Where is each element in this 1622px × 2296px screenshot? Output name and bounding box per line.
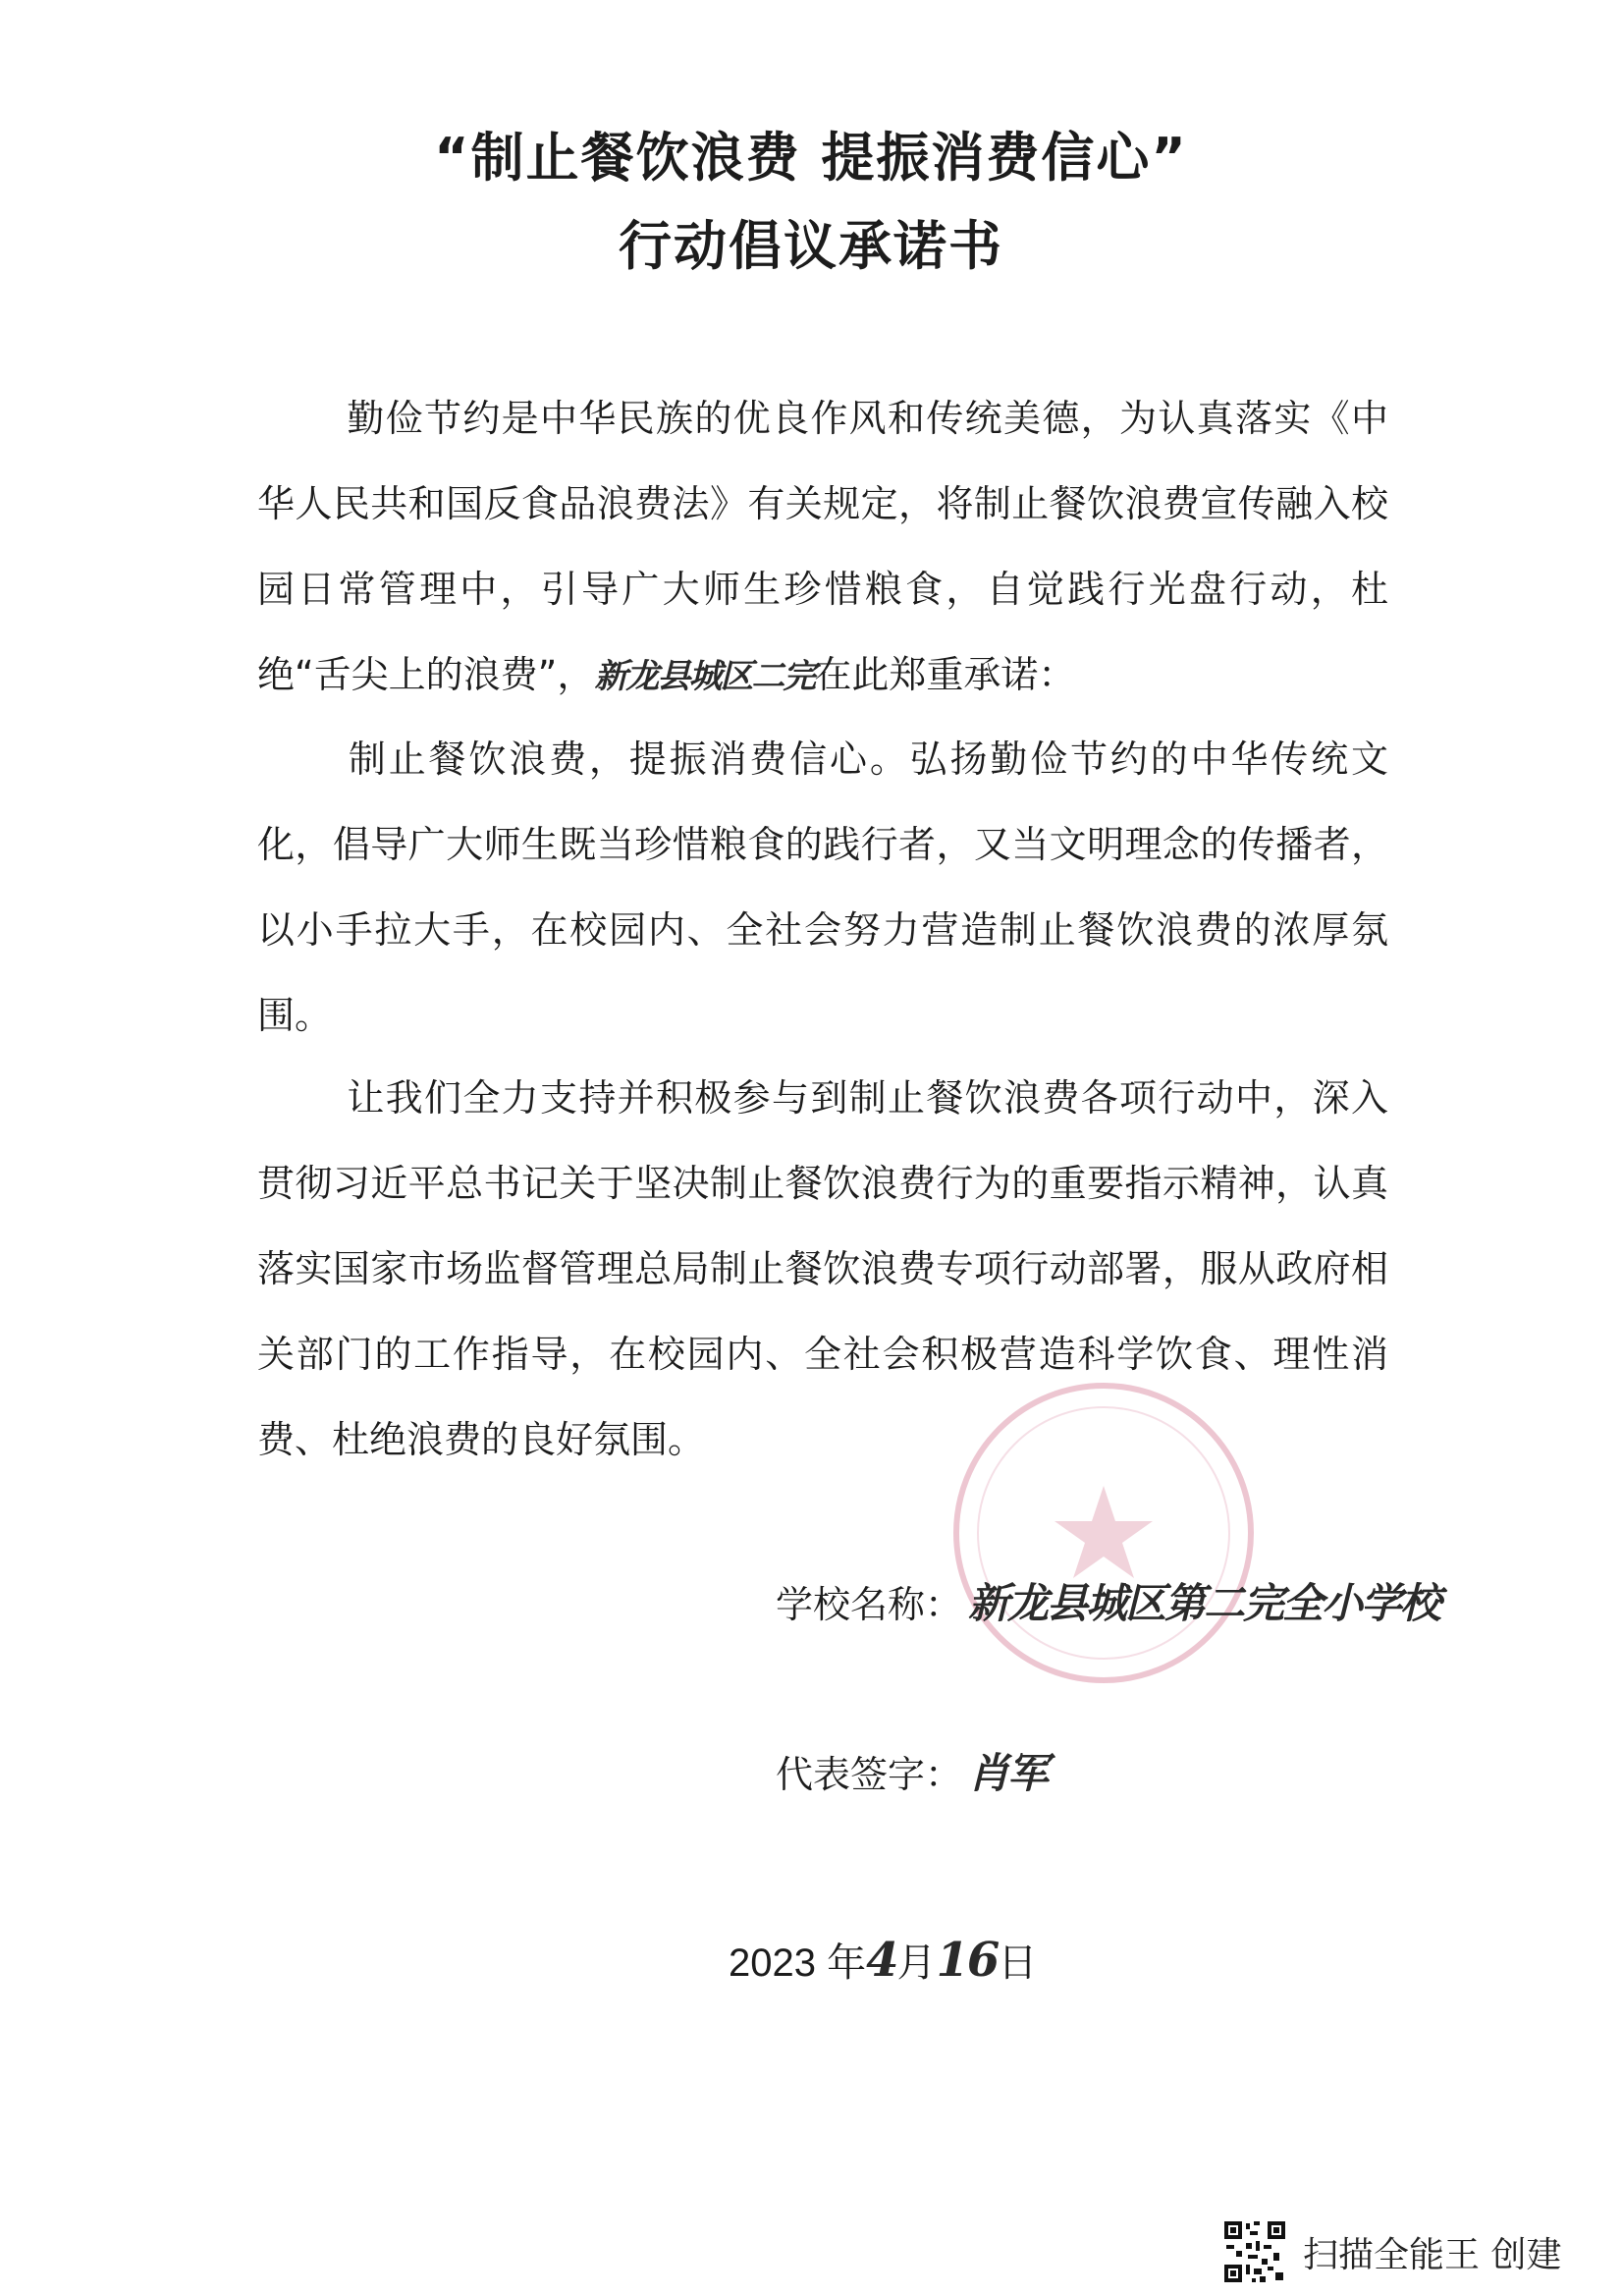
date-day-handwritten: 16 bbox=[936, 1933, 999, 1988]
representative-signature-line bbox=[776, 1741, 1047, 1800]
handwritten-signature: 肖军 bbox=[968, 1749, 1048, 1797]
date-year: 2023 bbox=[729, 1941, 816, 1985]
qr-code-icon bbox=[1222, 2219, 1287, 2284]
date-line bbox=[729, 1932, 1037, 1988]
date-month-handwritten: 4 bbox=[866, 1933, 897, 1988]
school-name-label: 学校名称： bbox=[776, 1583, 963, 1626]
scanner-watermark bbox=[1222, 2217, 1561, 2286]
date-day-unit: 日 bbox=[998, 1941, 1038, 1985]
paragraph-1 bbox=[257, 376, 1388, 720]
document-title-line-2: 行动倡议承诺书 bbox=[619, 215, 1003, 277]
watermark-text: 扫描全能王 创建 bbox=[1303, 2234, 1562, 2275]
handwritten-school-name: 新龙县城区第二完全小学校 bbox=[968, 1579, 1440, 1627]
official-seal-icon bbox=[948, 1378, 1259, 1688]
paragraph-1-text: 勤俭节约是中华民族的优良作风和传统美德，为认真落实《中华人民共和国反食品浪费法》有关规定，将制止餐饮浪费宣传融入校园日常管理中，引导广大师生珍惜粮食，自觉践行光盘行动，杜绝“舌尖上的浪费”， bbox=[257, 397, 1388, 696]
representative-label: 代表签字： bbox=[776, 1753, 963, 1796]
paragraph-1-tail: 在此郑重承诺： bbox=[814, 653, 1076, 696]
date-year-unit: 年 bbox=[827, 1941, 867, 1985]
school-name-line bbox=[776, 1571, 1439, 1630]
paragraph-3-text: 让我们全力支持并积极参与到制止餐饮浪费各项行动中，深入贯彻习近平总书记关于坚决制止餐饮浪费行为的重要指示精神，认真落实国家市场监督管理总局制止餐饮浪费专项行动部署，服从政府相关部门的工作指导，在校园内、全社会积极营造科学饮食、理性消费、杜绝浪费的良好氛围。 bbox=[257, 1076, 1388, 1461]
handwritten-school-short: 新龙县城区二完 bbox=[594, 657, 815, 696]
paragraph-2 bbox=[257, 717, 1388, 1059]
document-title-line-1: “制止餐饮浪费 提振消费信心” bbox=[434, 127, 1188, 189]
paragraph-2-text: 制止餐饮浪费，提振消费信心。弘扬勤俭节约的中华传统文化，倡导广大师生既当珍惜粮食的践行者，又当文明理念的传播者，以小手拉大手，在校园内、全社会努力营造制止餐饮浪费的浓厚氛围。 bbox=[257, 738, 1388, 1037]
date-month-unit: 月 bbox=[896, 1941, 937, 1985]
